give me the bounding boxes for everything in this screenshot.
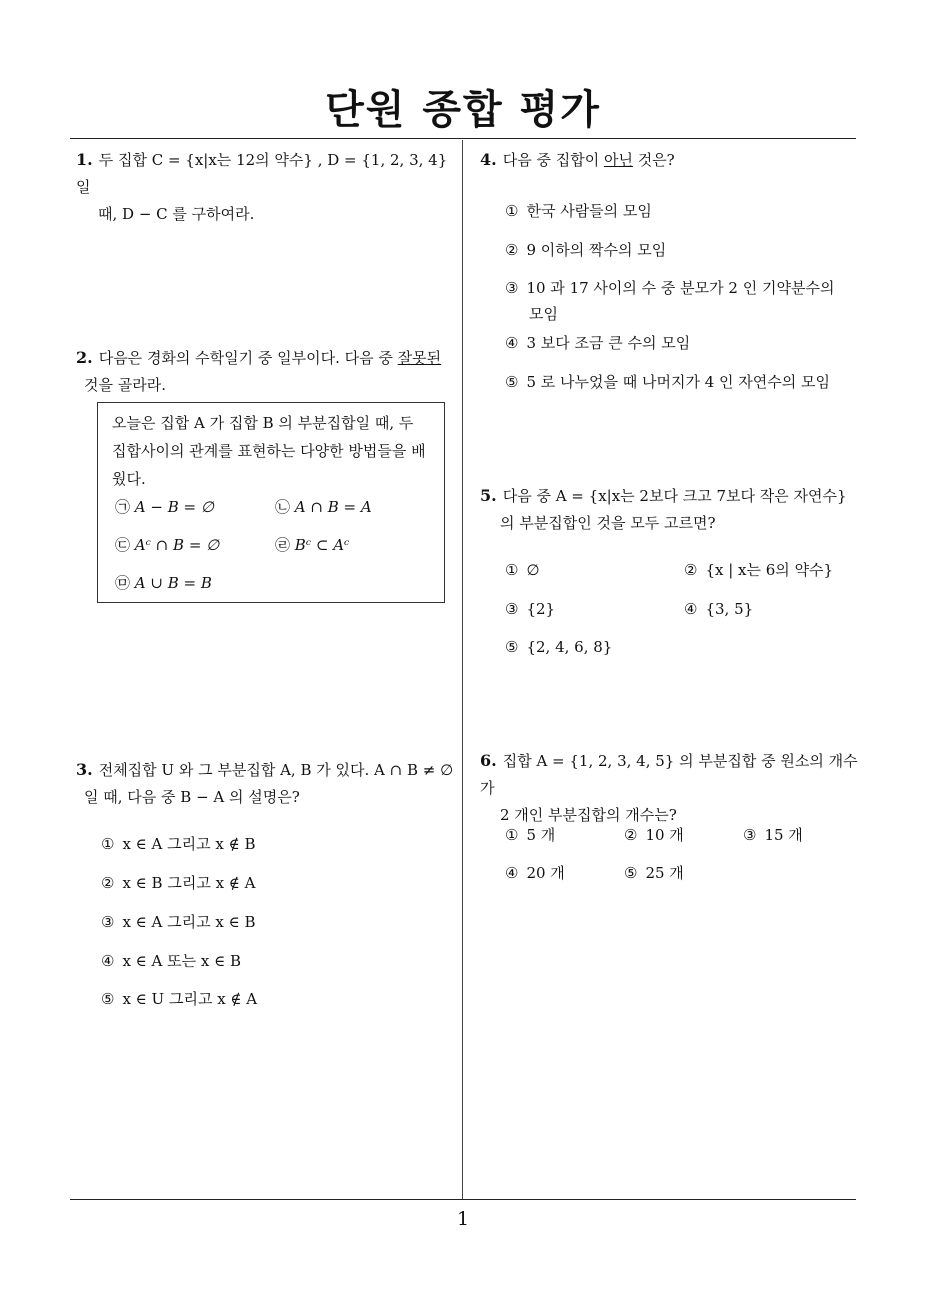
- underlined-word: 잘못된: [397, 349, 442, 367]
- option-mark: ①: [505, 561, 519, 579]
- question-number: 6.: [480, 751, 497, 770]
- option-text: x ∈ A 또는 x ∈ B: [122, 952, 242, 970]
- question-text: 것은?: [632, 151, 675, 169]
- option-mark: ③: [505, 279, 519, 297]
- question-number: 1.: [76, 150, 93, 169]
- question-number: 3.: [76, 760, 93, 779]
- option-2[interactable]: [101, 870, 256, 896]
- option-text: 10 과 17 사이의 수 중 분모가 2 인 기약분수의: [526, 279, 835, 297]
- question-1: [76, 146, 456, 228]
- option-text: 3 보다 조금 큰 수의 모임: [526, 334, 691, 352]
- column-divider: [462, 140, 463, 1200]
- option-mark: ②: [101, 874, 115, 892]
- option-mark: ③: [505, 600, 519, 618]
- option-text: {x | x는 6의 약수}: [705, 561, 834, 579]
- option-2[interactable]: [684, 557, 833, 583]
- option-mark: ④: [505, 334, 519, 352]
- option-mark: ③: [743, 826, 757, 844]
- question-number: 5.: [480, 486, 497, 505]
- page-title: 단원 종합 평가: [325, 87, 601, 133]
- question-5: [480, 482, 860, 537]
- option-mark: ⑤: [505, 373, 519, 391]
- choice-mark: ㉡: [275, 498, 291, 516]
- option-text: 한국 사람들의 모임: [526, 202, 652, 220]
- option-text: 5 로 나누었을 때 나머지가 4 인 자연수의 모임: [526, 373, 831, 391]
- choice-text: Aᶜ ∩ B = ∅: [134, 536, 220, 554]
- option-text: 20 개: [526, 864, 565, 882]
- option-4[interactable]: [505, 860, 565, 886]
- option-3[interactable]: [505, 275, 834, 327]
- choice-item: [275, 496, 372, 517]
- header-rule: [70, 138, 856, 139]
- option-5[interactable]: [505, 634, 612, 660]
- option-4[interactable]: [101, 948, 241, 974]
- question-3: [76, 756, 458, 811]
- choice-item: [275, 534, 349, 555]
- choice-mark: ㉠: [115, 498, 131, 516]
- option-text: x ∈ A 그리고 x ∈ B: [122, 913, 256, 931]
- question-text: 일 때, 다음 중 B − A 의 설명은?: [84, 788, 300, 806]
- option-4[interactable]: [684, 596, 753, 622]
- option-text: ∅: [526, 561, 540, 579]
- option-text: x ∈ B 그리고 x ∉ A: [122, 874, 256, 892]
- page-number: 1: [456, 1208, 470, 1230]
- question-text: 두 집합 C = {x|x는 12의 약수} , D = {1, 2, 3, 4} 일: [76, 151, 448, 196]
- question-text: 집합 A = {1, 2, 3, 4, 5} 의 부분집합 중 원소의 개수가: [480, 752, 858, 797]
- question-text: 것을 골라라.: [84, 376, 166, 394]
- diary-line: 집합사이의 관계를 표현하는 다양한 방법들을 배: [112, 442, 426, 460]
- question-6: [480, 747, 860, 829]
- option-text: {2, 4, 6, 8}: [526, 638, 613, 656]
- option-1[interactable]: [505, 198, 652, 224]
- diary-text: [112, 409, 434, 493]
- choice-text: A − B = ∅: [134, 498, 214, 516]
- option-4[interactable]: [505, 330, 690, 356]
- option-5[interactable]: [505, 369, 830, 395]
- underlined-word: 아닌: [603, 151, 633, 169]
- choice-text: Bᶜ ⊂ Aᶜ: [294, 536, 350, 554]
- option-mark: ①: [505, 202, 519, 220]
- option-text: x ∈ U 그리고 x ∉ A: [122, 990, 258, 1008]
- question-number: 2.: [76, 348, 93, 367]
- option-text: 15 개: [764, 826, 803, 844]
- option-3[interactable]: [743, 822, 803, 848]
- option-mark: ⑤: [505, 638, 519, 656]
- option-1[interactable]: [101, 831, 256, 857]
- choice-mark: ㉤: [115, 574, 131, 592]
- option-1[interactable]: [505, 822, 555, 848]
- question-text: 다음은 경화의 수학일기 중 일부이다. 다음 중: [98, 349, 398, 367]
- option-mark: ②: [624, 826, 638, 844]
- choice-item: [115, 496, 214, 517]
- option-3[interactable]: [505, 596, 555, 622]
- option-1[interactable]: [505, 557, 540, 583]
- question-text: 의 부분집합인 것을 모두 고르면?: [500, 514, 716, 532]
- option-mark: ④: [505, 864, 519, 882]
- question-number: 4.: [480, 150, 497, 169]
- option-text: 10 개: [645, 826, 684, 844]
- option-mark: ④: [684, 600, 698, 618]
- diary-box: [97, 402, 445, 603]
- option-5[interactable]: [624, 860, 684, 886]
- option-text: 9 이하의 짝수의 모임: [526, 241, 667, 259]
- question-text: 때, D − C 를 구하여라.: [98, 205, 255, 223]
- choice-mark: ㉢: [115, 536, 131, 554]
- question-2: [76, 344, 456, 399]
- option-text: 모임: [529, 305, 558, 323]
- option-mark: ②: [684, 561, 698, 579]
- option-5[interactable]: [101, 986, 257, 1012]
- diary-line: 오늘은 집합 A 가 집합 B 의 부분집합일 때, 두: [112, 414, 414, 432]
- choice-text: A ∩ B = A: [294, 498, 372, 516]
- question-4: [480, 146, 860, 174]
- option-text: {3, 5}: [705, 600, 754, 618]
- option-mark: ①: [101, 835, 115, 853]
- choice-mark: ㉣: [275, 536, 291, 554]
- option-text: 25 개: [645, 864, 684, 882]
- option-3[interactable]: [101, 909, 256, 935]
- option-mark: ①: [505, 826, 519, 844]
- option-text: 5 개: [526, 826, 556, 844]
- option-mark: ②: [505, 241, 519, 259]
- question-text: 2 개인 부분집합의 개수는?: [500, 806, 677, 824]
- choice-text: A ∪ B = B: [134, 574, 212, 592]
- option-mark: ⑤: [624, 864, 638, 882]
- option-text: x ∈ A 그리고 x ∉ B: [122, 835, 256, 853]
- option-text: {2}: [526, 600, 556, 618]
- choice-item: [115, 572, 212, 593]
- option-mark: ④: [101, 952, 115, 970]
- footer-rule: [70, 1199, 856, 1200]
- choice-item: [115, 534, 219, 555]
- question-text: 전체집합 U 와 그 부분집합 A, B 가 있다. A ∩ B ≠ ∅: [98, 761, 454, 779]
- question-text: 다음 중 A = {x|x는 2보다 크고 7보다 작은 자연수}: [502, 487, 847, 505]
- option-2[interactable]: [624, 822, 684, 848]
- diary-line: 웠다.: [112, 470, 146, 488]
- option-mark: ⑤: [101, 990, 115, 1008]
- option-mark: ③: [101, 913, 115, 931]
- question-text: 다음 중 집합이: [502, 151, 604, 169]
- option-2[interactable]: [505, 237, 666, 263]
